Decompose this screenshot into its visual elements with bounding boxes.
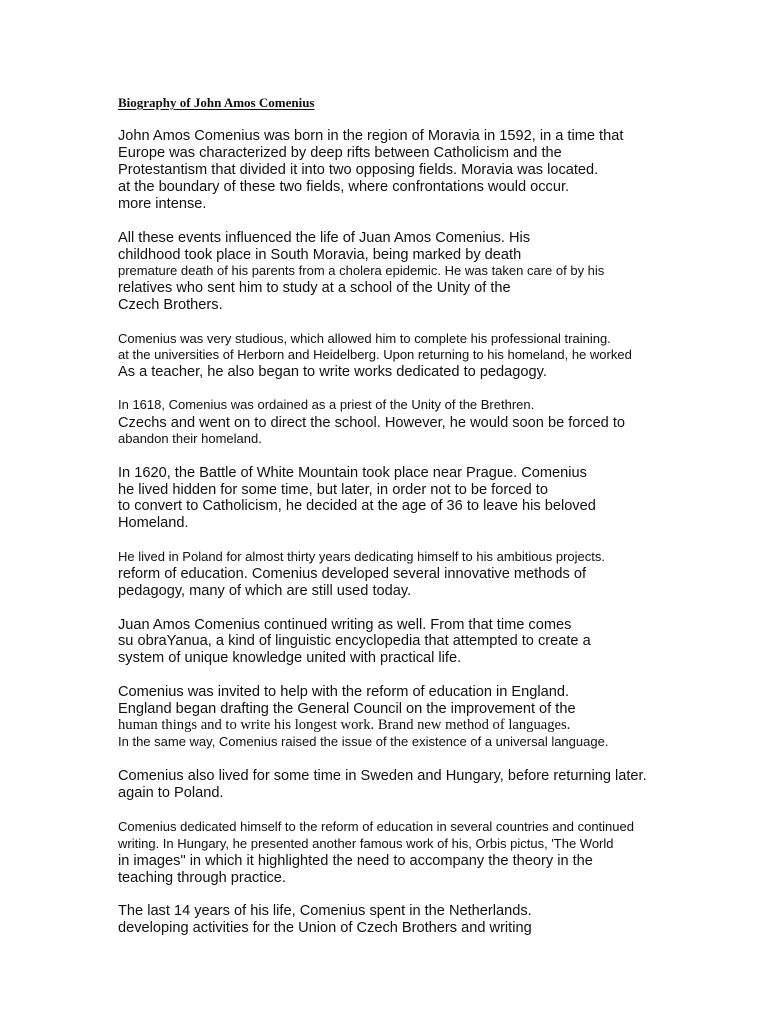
text-line: more intense. <box>118 196 207 212</box>
text-line: Protestantism that divided it into two opposing fields. Moravia was located. <box>118 162 599 178</box>
text-line: In 1620, the Battle of White Mountain took place near Prague. Comenius <box>118 465 587 481</box>
text-line: Europe was characterized by deep rifts between Catholicism and the <box>118 145 562 161</box>
text-line: at the universities of Herborn and Heidelberg. Upon returning to his homeland, he worked <box>118 347 632 362</box>
text-line: England began drafting the General Council on the improvement of the <box>118 701 576 717</box>
text-line: developing activities for the Union of Czech Brothers and writing <box>118 920 532 936</box>
text-line: relatives who sent him to study at a school of the Unity of the <box>118 280 511 296</box>
text-line: As a teacher, he also began to write works dedicated to pedagogy. <box>118 364 547 380</box>
text-line: abandon their homeland. <box>118 431 262 446</box>
text-line: John Amos Comenius was born in the region of Moravia in 1592, in a time that <box>118 128 624 144</box>
text-line: writing. In Hungary, he presented another famous work of his, Orbis pictus, 'The World <box>118 836 614 851</box>
text-line: Czechs and went on to direct the school. However, he would soon be forced to <box>118 415 626 431</box>
text-line: premature death of his parents from a cholera epidemic. He was taken care of by his <box>118 263 605 278</box>
text-line: su obraYanua, a kind of linguistic encyclopedia that attempted to create a <box>118 633 591 649</box>
text-line: Comenius was very studious, which allowed him to complete his professional training. <box>118 331 611 346</box>
text-line: In 1618, Comenius was ordained as a priest of the Unity of the Brethren. <box>118 397 535 412</box>
text-line: in images" in which it highlighted the need to accompany the theory in the <box>118 853 593 869</box>
text-line: childhood took place in South Moravia, being marked by death <box>118 247 522 263</box>
text-line: Juan Amos Comenius continued writing as well. From that time comes <box>118 617 572 633</box>
text-line: system of unique knowledge united with practical life. <box>118 650 462 666</box>
text-line: at the boundary of these two fields, where confrontations would occur. <box>118 179 570 195</box>
text-line: pedagogy, many of which are still used today. <box>118 583 412 599</box>
text-line: again to Poland. <box>118 785 224 801</box>
text-line: Comenius was invited to help with the reform of education in England. <box>118 684 570 700</box>
text-line: teaching through practice. <box>118 870 286 886</box>
text-line: Comenius dedicated himself to the reform of education in several countries and continued <box>118 819 634 834</box>
text-line: He lived in Poland for almost thirty years dedicating himself to his ambitious projects. <box>118 549 605 564</box>
text-line: reform of education. Comenius developed several innovative methods of <box>118 566 587 582</box>
text-line: Czech Brothers. <box>118 297 223 313</box>
text-line: Homeland. <box>118 515 189 531</box>
text-line: In the same way, Comenius raised the issue of the existence of a universal language. <box>118 734 609 749</box>
text-line: All these events influenced the life of Juan Amos Comenius. His <box>118 230 531 246</box>
document-title: Biography of John Amos Comenius <box>118 95 315 110</box>
text-line: to convert to Catholicism, he decided at the age of 36 to leave his beloved <box>118 498 596 514</box>
text-line: Comenius also lived for some time in Sweden and Hungary, before returning later. <box>118 768 647 784</box>
text-line: The last 14 years of his life, Comenius spent in the Netherlands. <box>118 903 532 919</box>
text-line: human things and to write his longest work. Brand new method of languages. <box>118 717 571 733</box>
text-line: he lived hidden for some time, but later, in order not to be forced to <box>118 482 548 498</box>
